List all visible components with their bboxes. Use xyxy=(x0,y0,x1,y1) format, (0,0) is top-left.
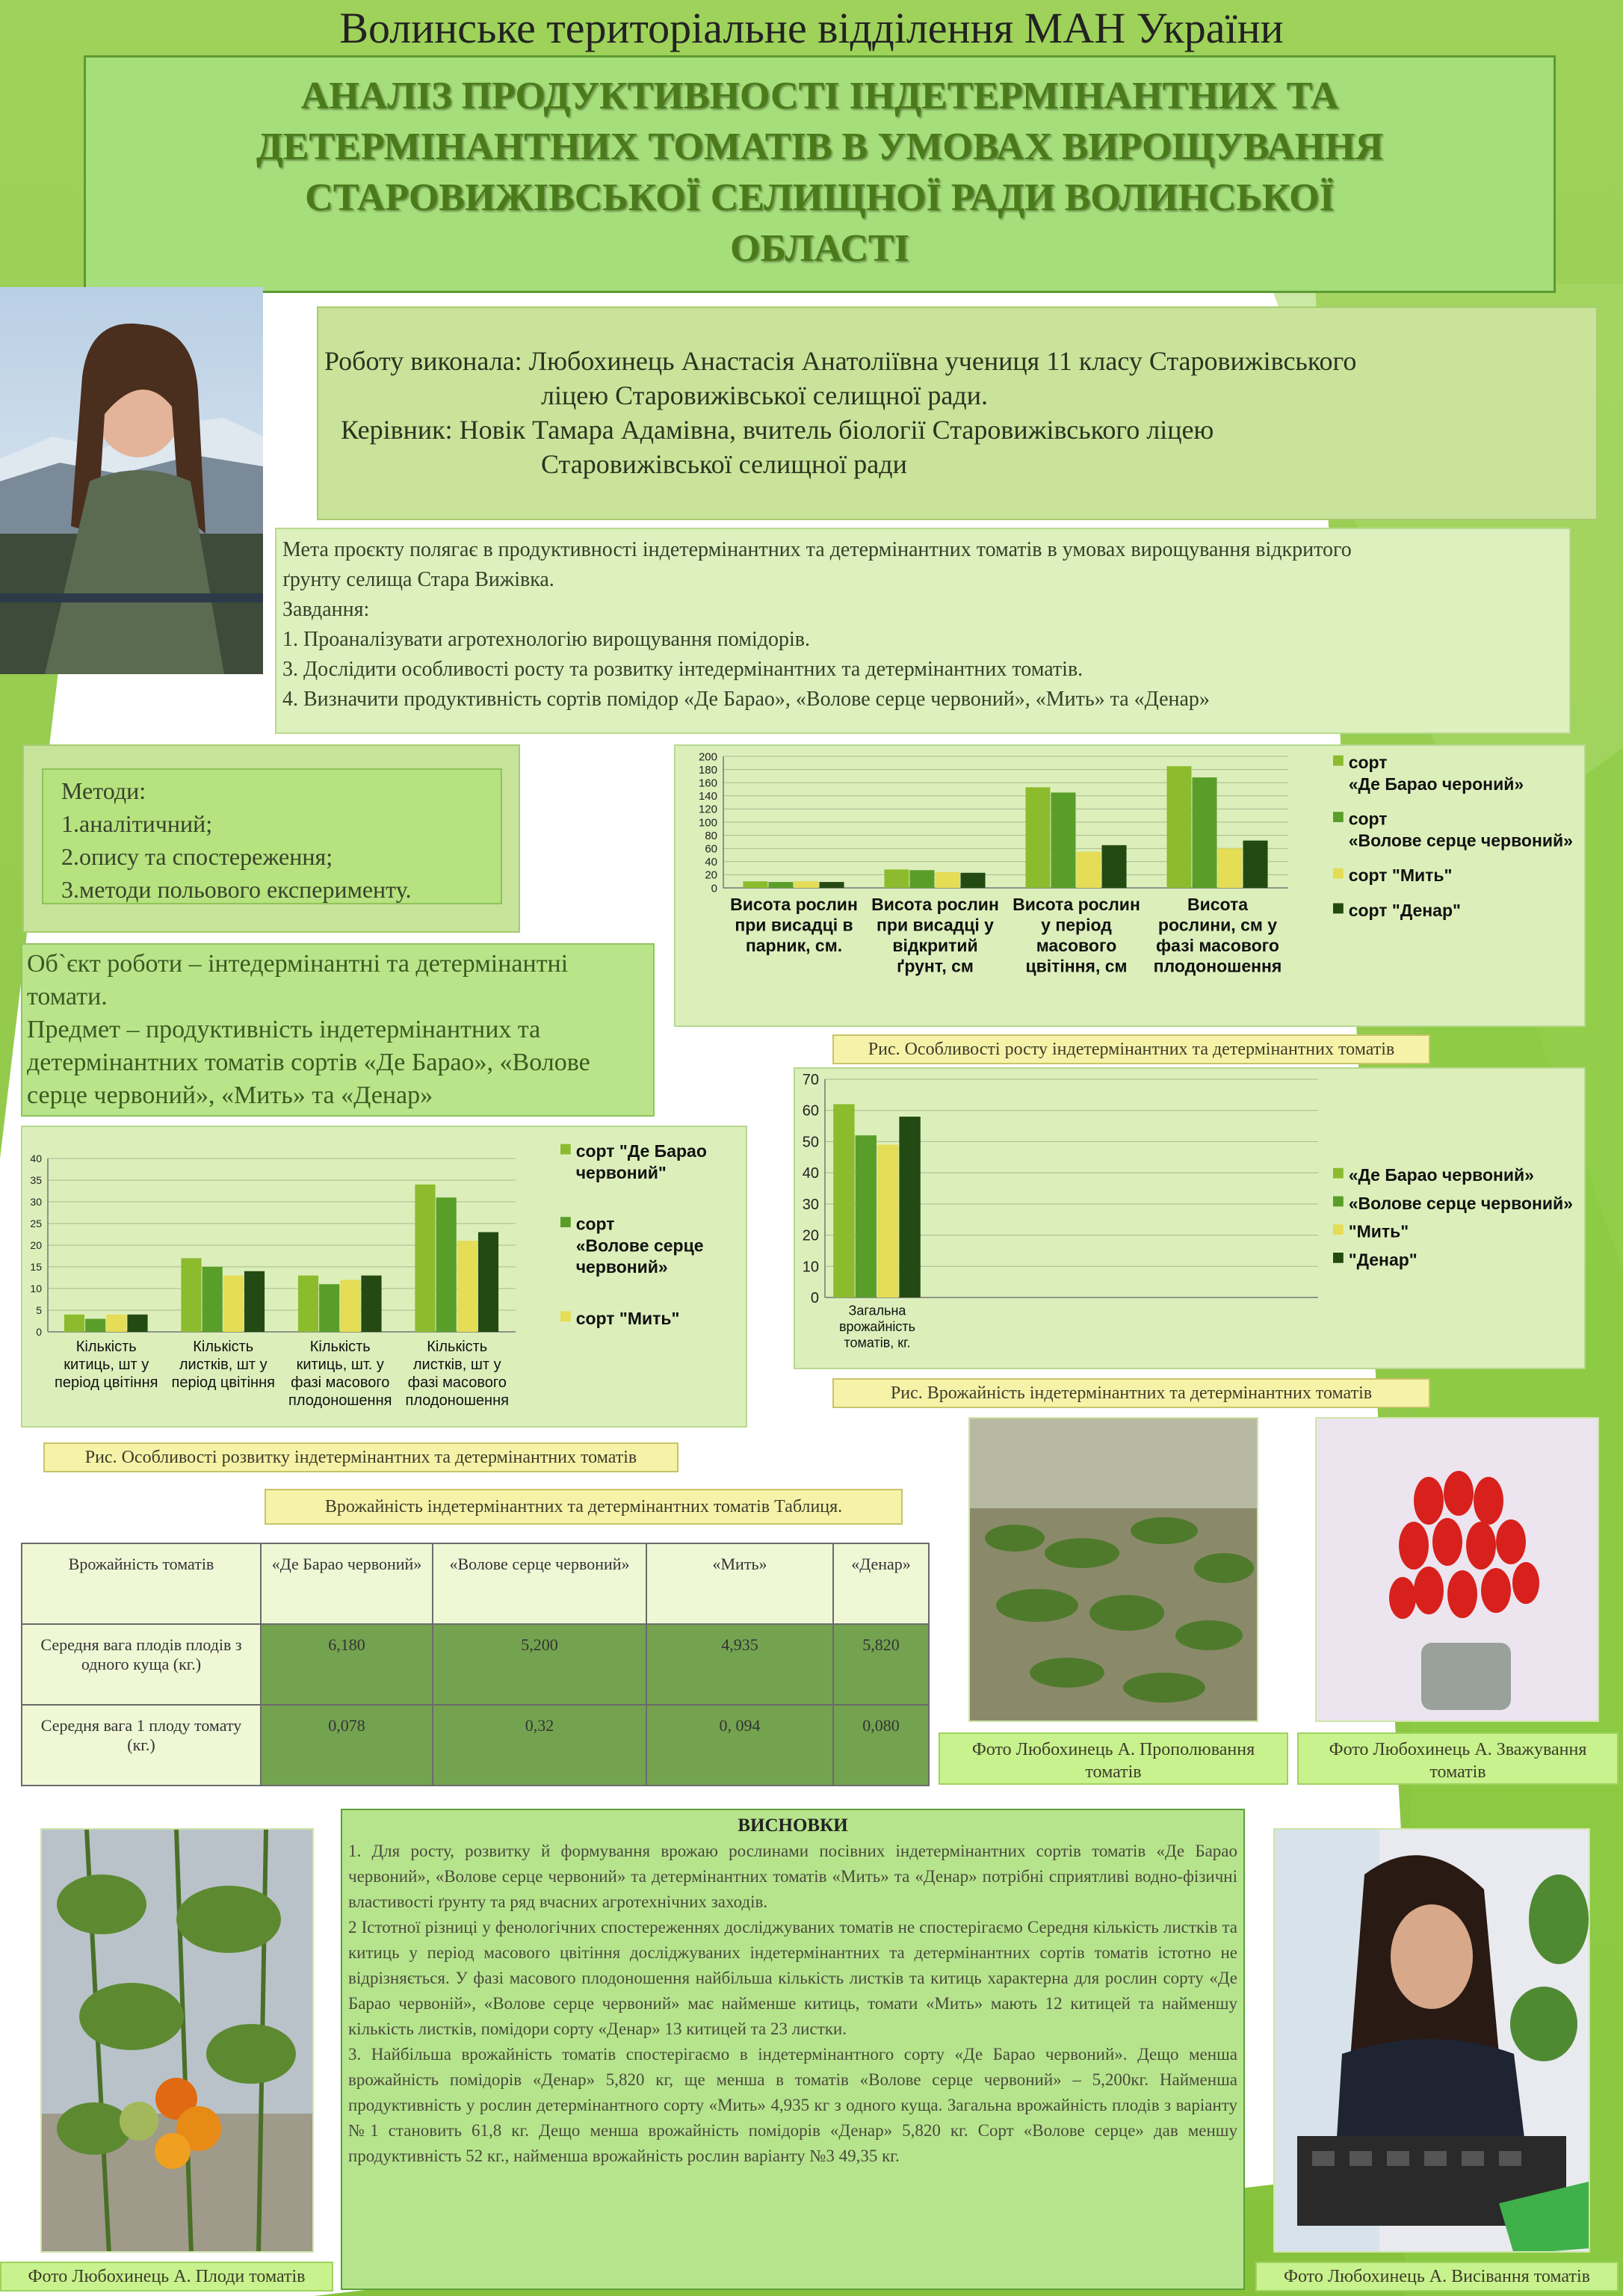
category-label: китиць, шт у xyxy=(64,1357,149,1373)
legend-label: сорт "Мить" xyxy=(1348,865,1453,885)
supervisor-line: Старовижівської селищної ради xyxy=(541,449,907,479)
legend-label: «Волове серце червоний» xyxy=(1348,830,1573,851)
authors-panel xyxy=(317,306,1598,520)
y-tick-label: 20 xyxy=(30,1238,42,1251)
bar xyxy=(127,1315,147,1332)
bar xyxy=(106,1315,126,1332)
yield-table-wrap xyxy=(21,1543,930,1785)
y-tick-label: 40 xyxy=(802,1165,819,1182)
y-tick-label: 80 xyxy=(705,829,717,842)
development-chart-caption: Рис. Особливості розвитку індетермінантних та детермінантних томатів xyxy=(43,1442,678,1472)
bar xyxy=(361,1276,381,1332)
y-tick-label: 200 xyxy=(698,750,717,764)
weighing-photo xyxy=(1315,1417,1599,1722)
legend-swatch xyxy=(1333,756,1344,766)
supervisor-line: Керівник: Новік Тамара Адамівна, вчитель біології Старовижівського ліцею xyxy=(341,415,1214,445)
y-tick-label: 30 xyxy=(802,1196,819,1213)
table-row xyxy=(22,1705,929,1786)
y-tick-label: 100 xyxy=(698,816,717,830)
y-tick-label: 0 xyxy=(36,1325,42,1338)
goal-text: Мета проєкту полягає в продуктивності індетермінантних та детермінантних томатів в умовах вирощування відкритого xyxy=(282,538,1352,561)
legend-label: червоний» xyxy=(575,1257,668,1277)
weeding-photo-caption: Фото Любохинець А. Прополювання томатів xyxy=(939,1732,1288,1785)
table-row-label: Середня вага плодів плодів з одного куща (кг.) xyxy=(22,1624,261,1705)
table-header-cell: Врожайність томатів xyxy=(22,1543,261,1624)
legend-label: «Де Барао чероний» xyxy=(1348,774,1524,794)
table-header-cell: «Де Барао червоний» xyxy=(261,1543,433,1624)
bar xyxy=(936,872,960,888)
bar xyxy=(1077,852,1101,888)
conclusions-panel xyxy=(341,1809,1245,2290)
y-tick-label: 10 xyxy=(802,1259,819,1276)
table-header-cell: «Мить» xyxy=(646,1543,833,1624)
y-tick-label: 0 xyxy=(810,1290,819,1306)
tomato-fruits-photo-caption: Фото Любохинець А. Плоди томатів xyxy=(0,2262,333,2292)
bar xyxy=(856,1135,877,1297)
legend-swatch xyxy=(1333,812,1344,822)
y-tick-label: 5 xyxy=(36,1303,42,1316)
y-tick-label: 20 xyxy=(705,868,717,882)
weeding-photo xyxy=(968,1417,1258,1722)
methods-panel-outer xyxy=(22,744,520,933)
legend-label: «Волове серце червоний» xyxy=(1348,1193,1573,1213)
table-cell: 0,078 xyxy=(261,1705,433,1786)
tasks-title: Завдання: xyxy=(282,598,370,621)
bar xyxy=(64,1315,84,1332)
table-cell: 0, 094 xyxy=(646,1705,833,1786)
method-item: 1.аналітичний; xyxy=(61,810,213,837)
legend-label: сорт xyxy=(1348,809,1388,829)
bar xyxy=(1243,841,1268,888)
y-tick-label: 50 xyxy=(802,1134,819,1151)
y-tick-label: 10 xyxy=(30,1282,42,1294)
yield-chart xyxy=(795,1069,1584,1368)
object-panel: Об`єкт роботи – інтедермінантні та детермінантні томати. Предмет – продуктивність індетермінантних та детермінантних томатів сортів «Де Барао», «Волове серце червоний», «Мить» та «Денар» xyxy=(21,943,655,1117)
category-label: Висота рослин xyxy=(871,894,999,914)
goal-text: ґрунту селища Стара Вижівка. xyxy=(282,568,554,591)
author-line: Роботу виконала: Любохинець Анастасія Анатоліївна учениця 11 класу Старовижівського xyxy=(324,346,1357,376)
bar xyxy=(478,1232,498,1332)
table-cell: 5,820 xyxy=(833,1624,929,1705)
bar xyxy=(1218,848,1243,888)
task-item: 1. Проаналізувати агротехнологію вирощування помідорів. xyxy=(282,628,811,651)
bar xyxy=(1025,787,1050,888)
table-header-cell: «Денар» xyxy=(833,1543,929,1624)
y-tick-label: 35 xyxy=(30,1173,42,1186)
bar xyxy=(1102,845,1127,888)
method-item: 2.опису та спостереження; xyxy=(61,843,333,870)
table-cell: 0,32 xyxy=(433,1705,646,1786)
conclusions-title: ВИСНОВКИ xyxy=(738,1815,848,1836)
legend-swatch xyxy=(1333,1168,1344,1179)
sowing-photo-caption: Фото Любохинець А. Висівання томатів xyxy=(1255,2262,1619,2292)
goal-panel xyxy=(275,528,1571,734)
legend-label: "Денар" xyxy=(1348,1250,1418,1270)
category-label: томатів, кг. xyxy=(844,1335,911,1351)
y-tick-label: 15 xyxy=(30,1260,42,1273)
bar xyxy=(340,1280,360,1332)
category-label: Висота рослин xyxy=(730,894,858,914)
growth-chart xyxy=(676,746,1584,1025)
table-header-cell: «Волове серце червоний» xyxy=(433,1543,646,1624)
category-label: Висота xyxy=(1187,894,1249,914)
organization-title: Волинське територіальне відділення МАН України xyxy=(339,4,1284,52)
yield-chart-panel xyxy=(794,1067,1586,1369)
category-label: плодоношення xyxy=(288,1392,392,1409)
conclusion-paragraph: 2 Істотної різниці у фенологічних спостереженнях досліджуваних томатів не спостерігаємо Середня кількість листків та китиць у період масового цвітіння досліджуваних індетермінантних та детермінантних сортів томатів істотно не відрізняється. У фазі масового плодоношення найбільша кількість листків та китиць характерна для рослин сорту «Де Барао червоній», «Волове серце червоний» має найменше китиць, томати «Мить» мають 12 китицей та найменшу кількість листків, помідори сорту «Денар» 13 китицей та 23 листки. xyxy=(348,1918,1237,2038)
development-chart-panel xyxy=(21,1126,747,1428)
legend-label: "Мить" xyxy=(1348,1221,1409,1241)
bar xyxy=(203,1267,223,1332)
legend-label: «Волове серце xyxy=(575,1235,704,1256)
category-label: фазі масового xyxy=(291,1374,390,1391)
bar xyxy=(961,873,986,888)
category-label: врожайність xyxy=(838,1319,916,1334)
category-label: Загальна xyxy=(848,1303,906,1318)
table-row-label: Середня вага 1 плоду томату (кг.) xyxy=(22,1705,261,1786)
bar xyxy=(85,1319,105,1332)
table-caption: Врожайність індетермінантних та детермінантних томатів Таблиця. xyxy=(265,1489,903,1525)
y-tick-label: 25 xyxy=(30,1217,42,1229)
y-tick-label: 160 xyxy=(698,777,717,790)
y-tick-label: 180 xyxy=(698,763,717,777)
tomato-fruits-photo xyxy=(40,1828,314,2253)
legend-label: сорт xyxy=(1348,753,1388,772)
bar xyxy=(181,1258,201,1332)
conclusion-paragraph: 1. Для росту, розвитку й формування врожаю рослинами посівних індетермінантних сортів томатів «Де Барао червоний», «Волове серце червоний» та детермінантних томатів «Мить» та «Денар» потрібні сприятливі водно-фізичні властивості ґрунту та ряд вчасних агротехнічних заходів. xyxy=(348,1842,1237,1911)
yield-chart-caption: Рис. Врожайність індетермінантних та детермінантних томатів xyxy=(832,1378,1430,1408)
category-label: листків, шт у xyxy=(412,1357,501,1373)
y-tick-label: 0 xyxy=(711,882,717,895)
title-panel xyxy=(84,55,1556,293)
yield-table xyxy=(21,1543,930,1786)
y-tick-label: 140 xyxy=(698,790,717,803)
legend-label: сорт "Де Барао xyxy=(575,1141,707,1161)
table-cell: 0,080 xyxy=(833,1705,929,1786)
category-label: рослини, см у xyxy=(1157,915,1278,935)
weighing-photo-caption: Фото Любохинець А. Зважування томатів xyxy=(1297,1732,1619,1785)
y-tick-label: 20 xyxy=(802,1227,819,1244)
legend-swatch xyxy=(1333,904,1344,914)
category-label: фазі масового xyxy=(407,1374,507,1391)
category-label: ґрунт, см xyxy=(897,956,974,976)
project-title: АНАЛІЗ ПРОДУКТИВНОСТІ ІНДЕТЕРМІНАНТНИХ ТА ДЕТЕРМІНАНТНИХ ТОМАТІВ В УМОВАХ ВИРОЩУВАННЯ СТАРОВИЖІВСЬКОЇ СЕЛИЩНОЇ РАДИ ВОЛИНСЬКОЇ ОБЛАСТІ xyxy=(256,75,1384,270)
bar xyxy=(223,1276,244,1332)
category-label: Кількість xyxy=(427,1339,488,1355)
methods-panel xyxy=(42,768,502,904)
bar xyxy=(820,882,844,888)
category-label: у період xyxy=(1041,915,1112,935)
legend-label: червоний" xyxy=(575,1162,667,1182)
legend-label: сорт "Денар" xyxy=(1348,900,1461,920)
category-label: масового xyxy=(1036,936,1117,956)
author-portrait-photo xyxy=(0,287,263,674)
y-tick-label: 40 xyxy=(705,856,717,869)
category-label: парник, см. xyxy=(745,936,843,956)
growth-chart-panel xyxy=(674,744,1586,1027)
category-label: плодоношення xyxy=(405,1392,509,1409)
category-label: Кількість xyxy=(193,1339,254,1355)
bar xyxy=(909,870,934,888)
category-label: Кількість xyxy=(309,1339,371,1355)
category-label: фазі масового xyxy=(1156,936,1279,956)
category-label: листків, шт у xyxy=(179,1357,268,1373)
bar xyxy=(1051,792,1075,888)
table-row xyxy=(22,1624,929,1705)
bar xyxy=(884,869,909,888)
legend-swatch xyxy=(1333,1224,1344,1235)
y-tick-label: 30 xyxy=(30,1195,42,1208)
bar xyxy=(768,882,793,888)
growth-chart-caption: Рис. Особливості росту індетермінантних та детермінантних томатів xyxy=(832,1034,1430,1064)
y-tick-label: 60 xyxy=(802,1102,819,1120)
legend-swatch xyxy=(560,1217,571,1227)
category-label: плодоношення xyxy=(1153,956,1282,976)
y-tick-label: 60 xyxy=(705,842,717,856)
category-label: цвітіння, см xyxy=(1025,956,1128,976)
legend-swatch xyxy=(1333,1197,1344,1207)
table-cell: 6,180 xyxy=(261,1624,433,1705)
bar xyxy=(457,1241,477,1332)
category-label: при висадці у xyxy=(877,915,994,935)
category-label: Висота рослин xyxy=(1013,894,1140,914)
author-line: ліцею Старовижівської селищної ради. xyxy=(541,380,988,410)
bar xyxy=(899,1117,920,1297)
bar xyxy=(1192,777,1217,888)
bar xyxy=(415,1185,435,1332)
bar xyxy=(877,1145,898,1297)
bar xyxy=(1166,766,1191,888)
table-cell: 5,200 xyxy=(433,1624,646,1705)
category-label: період цвітіння xyxy=(171,1374,275,1391)
development-chart xyxy=(22,1127,746,1426)
legend-swatch xyxy=(1333,868,1344,879)
y-tick-label: 70 xyxy=(802,1072,819,1088)
bar xyxy=(244,1271,265,1332)
category-label: період цвітіння xyxy=(55,1374,158,1391)
bar xyxy=(833,1104,854,1297)
bar xyxy=(319,1284,339,1332)
task-item: 4. Визначити продуктивність сортів помідор «Де Барао», «Волове серце червоний», «Мить» та «Денар» xyxy=(282,688,1210,711)
legend-swatch xyxy=(560,1144,571,1155)
y-tick-label: 40 xyxy=(30,1152,42,1164)
legend-label: сорт "Мить" xyxy=(575,1308,680,1328)
method-item: 3.методи польового експерименту. xyxy=(61,876,412,903)
legend-swatch xyxy=(560,1312,571,1322)
methods-title: Методи: xyxy=(61,777,146,804)
bar xyxy=(298,1276,318,1332)
y-tick-label: 120 xyxy=(698,803,717,816)
category-label: Кількість xyxy=(75,1339,137,1355)
sowing-photo xyxy=(1273,1828,1590,2253)
category-label: при висадці в xyxy=(735,915,853,935)
task-item: 3. Дослідити особливості росту та розвитку інтедермінантних та детермінантних томатів. xyxy=(282,658,1083,681)
category-label: відкритий xyxy=(892,936,978,956)
bar xyxy=(436,1197,457,1332)
legend-label: сорт xyxy=(575,1214,615,1234)
category-label: китиць, шт. у xyxy=(296,1357,384,1373)
legend-label: «Де Барао червоний» xyxy=(1348,1165,1534,1185)
table-cell: 4,935 xyxy=(646,1624,833,1705)
conclusion-paragraph: 3. Найбільша врожайність томатів спостерігаємо в індетермінантного сорту «Де Барао червоний». Дещо менша врожайність помідорів «Денар» 5,820 кг, ще менша в томатів «Волове серце червоний» – 5,200кг. Найменша продуктивність у рослин детермінантного сорту «Мить» 4,935 кг з одного куща. Загальна врожайність плодів з варіанту №1 становить 61,8 кг. Дещо менша врожайність помідорів «Денар» 5,820 кг. Сорт «Волове серце» дав меншу продуктивність 52 кг., найменша врожайність рослин варіанту №3 49,35 кг. xyxy=(348,2045,1237,2165)
bar xyxy=(794,881,819,888)
bar xyxy=(743,881,767,888)
legend-swatch xyxy=(1333,1253,1344,1263)
